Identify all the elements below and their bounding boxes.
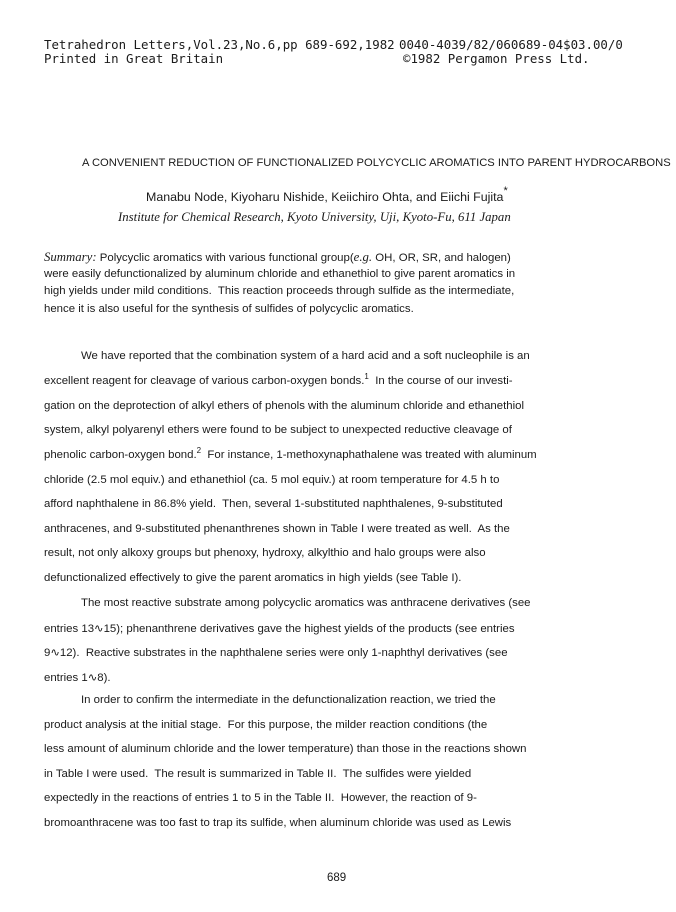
body-line-13: 9∿12). Reactive substrates in the naphthalene series were only 1-naphthyl derivatives (see: [44, 647, 508, 659]
page-number: 689: [327, 872, 347, 884]
copyright-line: ©1982 Pergamon Press Ltd.: [403, 51, 590, 66]
printed-location: Printed in Great Britain: [44, 51, 224, 66]
author-names: Manabu Node, Kiyoharu Nishide, Keiichiro Ohta, and Eiichi Fujita: [146, 190, 504, 204]
body-line-5: phenolic carbon-oxygen bond.$^2$ For instance, 1-methoxynaphathalene was treated with aluminum: [44, 446, 537, 461]
summary-line-3: high yields under mild conditions. This reaction proceeds through sulfide as the intermediate,: [44, 285, 515, 297]
body-line-1: We have reported that the combination system of a hard acid and a soft nucleophile is an: [81, 350, 530, 362]
issn-code: 0040-4039/82/060689-04$03.00/0: [399, 37, 623, 52]
body-line-3: gation on the deprotection of alkyl ethers of phenols with the aluminum chloride and ethanethiol: [44, 400, 524, 412]
reference-1: 1: [364, 372, 369, 381]
summary-line-2: were easily defunctionalized by aluminum chloride and ethanethiol to give parent aromatics in: [44, 268, 516, 280]
summary-label: Summary:: [44, 250, 97, 264]
paper-title: A CONVENIENT REDUCTION OF FUNCTIONALIZED POLYCYCLIC AROMATICS INTO PARENT HYDROCARBONS: [82, 157, 671, 169]
affiliation: Institute for Chemical Research, Kyoto University, Uji, Kyoto-Fu, 611 Japan: [118, 210, 511, 224]
reference-2: 2: [196, 446, 202, 455]
body-line-16: product analysis at the initial stage. For this purpose, the milder reaction conditions (the: [44, 719, 488, 731]
body-line-17: less amount of aluminum chloride and the lower temperature) than those in the reactions shown: [44, 743, 527, 755]
body-line-15: In order to confirm the intermediate in the defunctionalization reaction, we tried the: [81, 694, 496, 706]
summary-line-1: Summary: Polycyclic aromatics with various functional group(e.g. OH, OR, SR, and halogen): [44, 250, 511, 264]
body-line-18: in Table I were used. The result is summarized in Table II. The sulfides were yielded: [44, 768, 472, 780]
body-line-6: chloride (2.5 mol equiv.) and ethanethiol (ca. 5 mol equiv.) at room temperature for 4.5 h to: [44, 474, 500, 486]
body-line-19: expectedly in the reactions of entries 1 to 5 in the Table II. However, the reaction of 9-: [44, 792, 477, 804]
body-line-20: bromoanthracene was too fast to trap its sulfide, when aluminum chloride was used as Lewis: [44, 817, 512, 829]
body-line-8: anthracenes, and 9-substituted phenanthrenes shown in Table I were treated as well. As the: [44, 523, 510, 535]
body-line-4: system, alkyl polyarenyl ethers were found to be subject to unexpected reductive cleavage of: [44, 424, 512, 436]
summary-line-4: hence it is also useful for the synthesis of sulfides of polycyclic aromatics.: [44, 303, 414, 315]
body-line-12: entries 13∿15); phenanthrene derivatives gave the highest yields of the products (see entries: [44, 623, 515, 635]
body-line-10: defunctionalized effectively to give the parent aromatics in high yields (see Table I).: [44, 572, 462, 584]
body-line-7: afford naphthalene in 86.8% yield. Then, several 1-substituted naphthalenes, 9-substituted: [44, 498, 503, 510]
body-line-14: entries 1∿8).: [44, 672, 111, 684]
body-line-2: excellent reagent for cleavage of various carbon-oxygen bonds.$^1$ In the course of our investi-: [44, 372, 513, 387]
corresponding-author-mark: *: [503, 185, 508, 197]
body-line-9: result, not only alkoxy groups but phenoxy, hydroxy, alkylthio and halo groups were also: [44, 547, 486, 559]
author-list: [146, 185, 508, 204]
body-line-11: The most reactive substrate among polycyclic aromatics was anthracene derivatives (see: [81, 597, 531, 609]
journal-citation: Tetrahedron Letters,Vol.23,No.6,pp 689-692,1982: [44, 37, 395, 52]
